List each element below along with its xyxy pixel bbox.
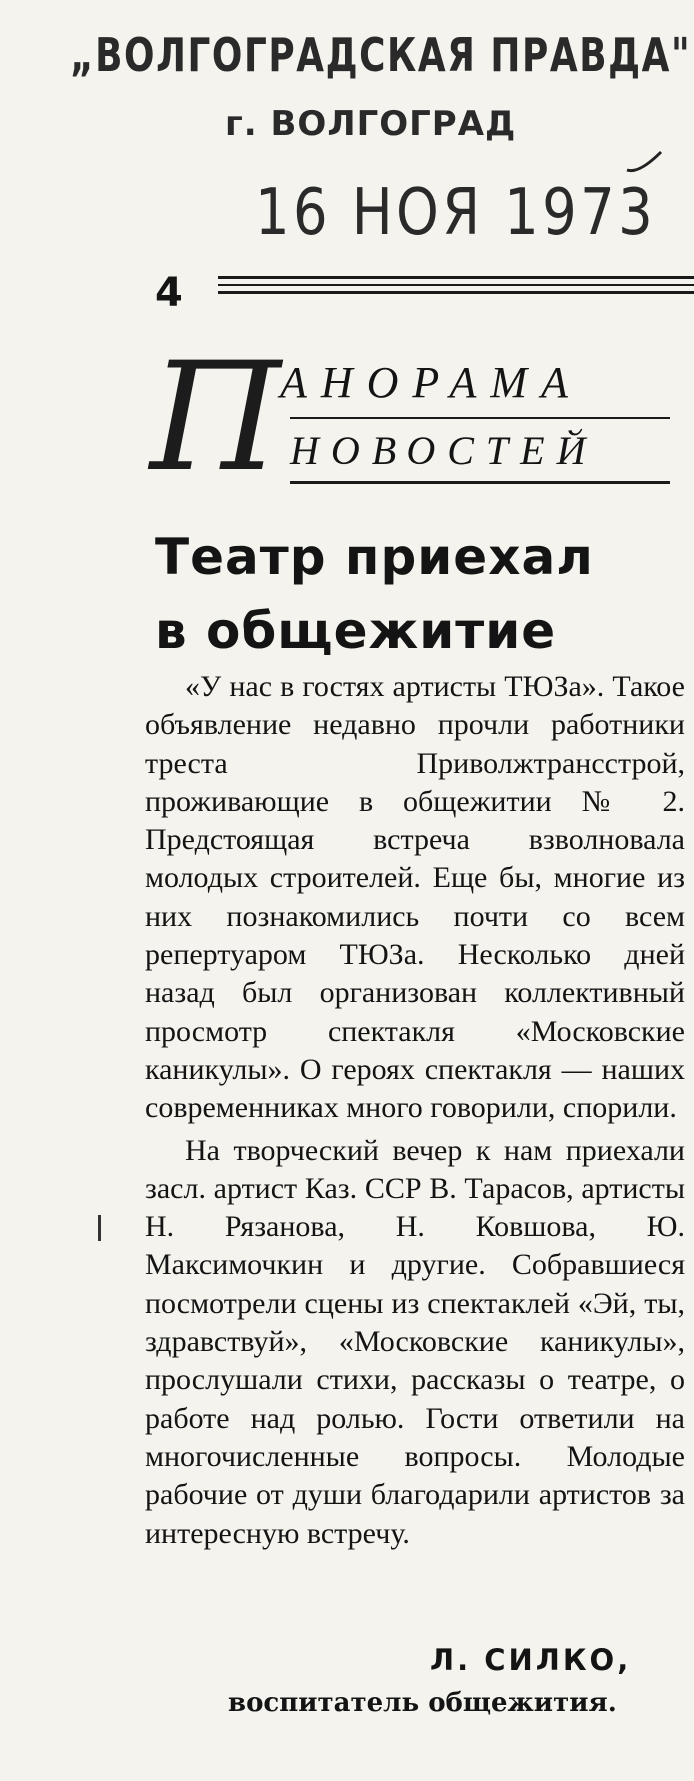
author-name: Л. СИЛКО, [430,1643,632,1677]
page-number: 4 [155,270,183,316]
section-title-line2: НОВОСТЕЙ [290,428,598,473]
section-initial: П [150,331,281,505]
article-body [145,668,685,1553]
stamp-newspaper-name: „ВОЛГОГРАДСКАЯ ПРАВДА" [70,28,692,82]
author-role: воспитатель общежития. [228,1688,617,1718]
margin-mark [98,1215,101,1241]
header-rules [218,276,694,299]
stamp-date: 16 НОЯ 1973 [255,176,657,250]
article-headline [155,520,685,668]
stamp-city: г. ВОЛГОГРАД [225,104,517,144]
headline-line-1: Театр приехал [155,528,594,586]
checkmark-icon [625,148,665,178]
headline-line-2: в общежитие [155,602,557,660]
section-masthead [150,331,670,505]
masthead-divider [290,417,670,419]
masthead-underline [290,481,670,484]
section-title-line1: АНОРАМА [280,358,582,407]
article-paragraph-2: На творческий вечер к нам приехали засл. артист Каз. ССР В. Тарасов, артисты Н. Рязанова, Н. Ковшова, Ю. Максимочкин и другие. Собравшиеся посмотрели сцены из спектаклей «Эй, ты, здравствуй», «Московские каникулы», прослушали стихи, рассказы о театре, о работе над ролью. Гости ответили на многочисленные вопросы. Молодые рабочие от души благодарили артистов за интересную встречу. [145,1133,685,1550]
article-paragraph-1: «У нас в гостях артисты ТЮЗа». Такое объявление недавно прочли работники треста Приволжтрансстрой, проживающие в общежитии № 2. Предстоящая встреча взволновала молодых строителей. Еще бы, многие из них познакомились почти со всем репертуаром ТЮЗа. Несколько дней назад был организован коллективный просмотр спектакля «Московские каникулы». О героях спектакля — наших современниках много говорили, спорили. [145,670,685,1125]
